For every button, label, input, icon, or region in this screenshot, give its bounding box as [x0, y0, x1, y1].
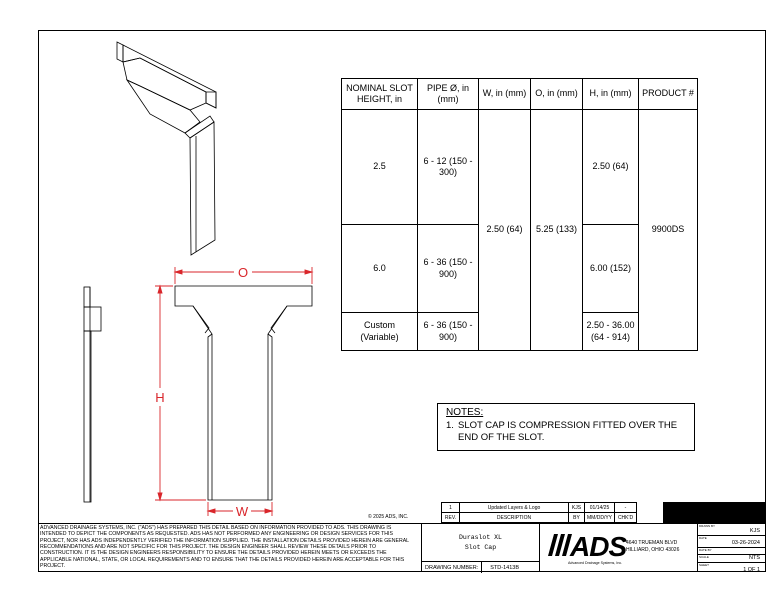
cell-slot: 6.0 [342, 225, 418, 313]
note-number: 1. [446, 420, 454, 431]
rev-header-date: MM/DD/YY [585, 513, 615, 523]
drawing-title-line1: Duraslot XL [459, 534, 502, 542]
drawing-number-row [422, 562, 539, 573]
title-block [422, 523, 540, 572]
rev-description: Updated Layers & Logo [460, 503, 569, 513]
cell-pipe: 6 - 12 (150 - 300) [418, 110, 479, 225]
rev-header-description: DESCRIPTION [460, 513, 569, 523]
revision-row [442, 503, 637, 513]
scale-value: NTS [749, 555, 760, 561]
note-item [446, 420, 686, 445]
notes-box [437, 403, 695, 451]
title-bar-fill [663, 502, 766, 523]
dimension-o-label: O [237, 265, 249, 280]
cell-h: 2.50 - 36.00 (64 - 914) [583, 313, 639, 351]
arrow-o-left [175, 270, 182, 274]
cell-h: 2.50 (64) [583, 110, 639, 225]
company-address [626, 540, 679, 554]
rev-header-checked: CHK'D [615, 513, 637, 523]
cell-slot: 2.5 [342, 110, 418, 225]
sheet-value: 1 OF 1 [743, 567, 760, 573]
date-label: DATE [699, 536, 707, 540]
dimension-lines [155, 267, 312, 516]
drawing-number: STD-1413B [490, 564, 520, 571]
arrow-o-right [305, 270, 312, 274]
drawing-number-label: DRAWING NUMBER: [422, 562, 482, 573]
header-o: O, in (mm) [531, 79, 583, 110]
sheet-label: SHEET [699, 563, 710, 567]
arrow-h-bottom [158, 493, 162, 500]
date-by-row [698, 548, 766, 555]
drawing-info-block [697, 523, 766, 572]
date-value: 03-26-2024 [731, 540, 760, 546]
header-w: W, in (mm) [479, 79, 531, 110]
side-view [84, 287, 101, 502]
copyright: © 2025 ADS, INC. [368, 514, 409, 520]
note-text: SLOT CAP IS COMPRESSION FITTED OVER THE END OF THE SLOT. [458, 420, 678, 444]
logo-stripes-icon [548, 534, 572, 556]
header-h: H, in (mm) [583, 79, 639, 110]
cell-w: 2.50 (64) [479, 110, 531, 351]
table-row [342, 110, 698, 225]
drawn-by-row [698, 524, 766, 536]
scale-row [698, 555, 766, 563]
dimension-h-label: H [155, 390, 165, 405]
header-product: PRODUCT # [639, 79, 698, 110]
company-name: Advanced Drainage Systems, Inc. [568, 561, 623, 565]
rev-date: 01/14/25 [585, 503, 615, 513]
cell-product: 9900DS [639, 110, 698, 351]
revision-table [441, 502, 637, 523]
notes-heading: NOTES: [446, 407, 484, 418]
address-line2: HILLIARD, OHIO 43026 [626, 546, 680, 553]
drawn-by-label: DRAWN BY [699, 524, 716, 528]
isometric-view [117, 42, 216, 255]
date-by-label: DATE BY [699, 548, 712, 552]
header-pipe-diameter: PIPE Ø, in (mm) [418, 79, 479, 110]
rev-header-rev: REV. [442, 513, 460, 523]
cell-pipe: 6 - 36 (150 - 900) [418, 225, 479, 313]
address-line1: 4640 TRUEMAN BLVD [626, 540, 678, 546]
drawing-title-line2: Slot Cap [464, 543, 497, 551]
rev-checked: - [615, 503, 637, 513]
cell-pipe: 6 - 36 (150 - 900) [418, 313, 479, 351]
arrow-h-top [158, 286, 162, 293]
sheet-row [698, 563, 766, 574]
rev-by: KJS [569, 503, 585, 513]
cell-slot: Custom (Variable) [342, 313, 418, 351]
spec-header-row [342, 79, 698, 110]
drawn-by-value: KJS [749, 528, 760, 534]
rev-header-by: BY [569, 513, 585, 523]
company-logo: ADS [570, 531, 627, 562]
dimension-w-label: W [235, 504, 249, 519]
revision-header-row [442, 513, 637, 523]
drawing-title [422, 524, 539, 562]
disclaimer-text: ADVANCED DRAINAGE SYSTEMS, INC. ("ADS") HAS PREPARED THIS DETAIL BASED ON INFORMATION PROVIDED TO ADS. THIS DRAWING IS INTENDED TO DEPICT THE COMPONENTS AS REQUESTED. ADS HAS NOT PERFORMED ANY ENGINEERING OR DESIGN SERVICES FOR THIS PROJECT, NOR HAS ADS INDEPENDENTLY VERIFIED THE INFORMATION SUPPLIED. THE INSTALLATION DETAILS PROVIDED HEREIN ARE GENERAL RECOMMENDATIONS AND ARE NOT SPECIFIC FOR THIS PROJECT. THE DESIGN ENGINEER SHALL REVIEW THESE DETAILS PRIOR TO CONSTRUCTION. IT IS THE DESIGN ENGINEERS RESPONSIBILITY TO ENSURE THE DETAILS PROVIDED HEREIN MEETS OR EXCEEDS THE APPLICABLE NATIONAL, STATE, OR LOCAL REQUIREMENTS AND TO ENSURE THAT THE DETAILS PROVIDED HEREIN ARE ACCEPTABLE FOR THIS PROJECT. [38, 523, 422, 572]
cell-h: 6.00 (152) [583, 225, 639, 313]
header-nominal-slot-height: NOMINAL SLOT HEIGHT, in [342, 79, 418, 110]
company-block [540, 523, 697, 572]
scale-label: SCALE [699, 555, 709, 559]
date-row [698, 536, 766, 548]
specification-table [341, 78, 698, 351]
rev-number: 1 [442, 503, 460, 513]
front-view [175, 286, 312, 500]
cell-o: 5.25 (133) [531, 110, 583, 351]
